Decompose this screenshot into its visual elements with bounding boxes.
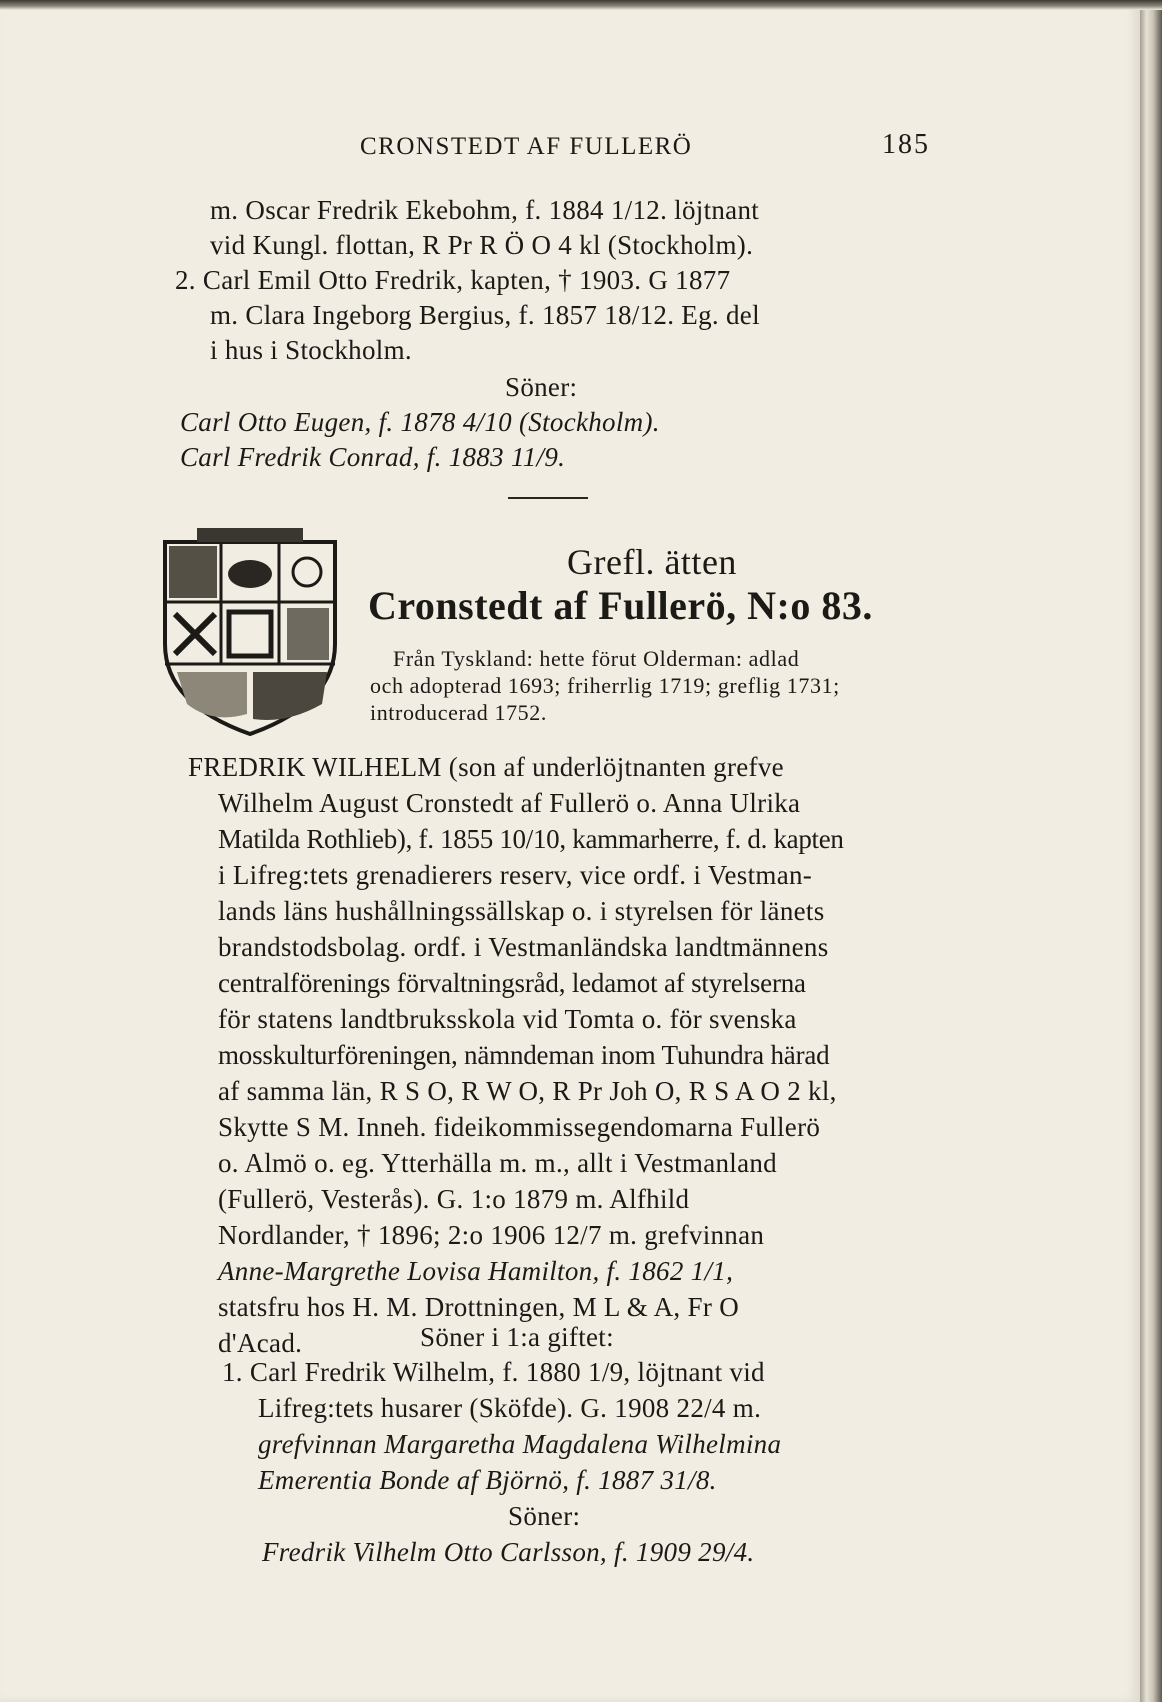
section-divider: [508, 497, 588, 499]
family-origin-line: introducerad 1752.: [370, 700, 547, 725]
running-title: CRONSTEDT AF FULLERÖ: [360, 133, 693, 160]
grandsons-heading: Söner:: [508, 1501, 581, 1531]
top-entry-line: i hus i Stockholm.: [210, 335, 412, 365]
main-entry-line: centralförenings förvaltningsråd, ledamot af styrelserna: [218, 968, 806, 998]
family-origin-line: Från Tyskland: hette förut Olderman: adlad: [393, 646, 800, 671]
main-entry-line: o. Almö o. eg. Ytterhälla m. m., allt i Vestmanland: [218, 1148, 777, 1178]
main-entry-line: mosskulturföreningen, nämndeman inom Tuhundra härad: [218, 1040, 830, 1070]
main-entry-line: statsfru hos H. M. Drottningen, M L & A, Fr O: [218, 1292, 739, 1322]
son-entry: Carl Fredrik Conrad, f. 1883 11/9.: [180, 442, 566, 472]
main-entry-line: af samma län, R S O, R W O, R Pr Joh O, R S A O 2 kl,: [218, 1076, 837, 1106]
coat-of-arms-icon: [157, 524, 343, 739]
son-entry: Carl Otto Eugen, f. 1878 4/10 (Stockholm).: [180, 407, 660, 437]
family-name: Cronstedt af Fullerö, N:o 83.: [368, 583, 873, 628]
family-kind: Grefl. ätten: [567, 542, 737, 582]
main-entry-line: brandstodsbolag. ordf. i Vestmanländska landtmännens: [218, 932, 829, 962]
main-entry-line: Nordlander, † 1896; 2:o 1906 12/7 m. grefvinnan: [218, 1220, 765, 1250]
main-entry-line: Wilhelm August Cronstedt af Fullerö o. Anna Ulrika: [218, 788, 801, 818]
sons-heading: Söner i 1:a giftet:: [420, 1322, 614, 1352]
top-entry-line: m. Oscar Fredrik Ekebohm, f. 1884 1/12. löjtnant: [210, 195, 760, 225]
main-entry-line: i Lifreg:tets grenadierers reserv, vice ordf. i Vestman-: [218, 860, 813, 890]
grandson-entry: Fredrik Vilhelm Otto Carlsson, f. 1909 29/4.: [262, 1537, 755, 1567]
family-origin-line: och adopterad 1693; friherrlig 1719; greflig 1731;: [370, 673, 840, 698]
son-entry-line: grefvinnan Margaretha Magdalena Wilhelmina: [258, 1429, 782, 1459]
main-entry-line: lands läns hushållningssällskap o. i styrelsen för länets: [218, 896, 825, 926]
son-entry-line: 1. Carl Fredrik Wilhelm, f. 1880 1/9, löjtnant vid: [222, 1357, 765, 1387]
main-entry-line: (Fullerö, Vesterås). G. 1:o 1879 m. Alfhild: [218, 1184, 690, 1214]
son-entry-line: Lifreg:tets husarer (Sköfde). G. 1908 22/4 m.: [258, 1393, 762, 1423]
main-entry-line: Skytte S M. Inneh. fideikommissegendomarna Fullerö: [218, 1112, 821, 1142]
top-entry-line: m. Clara Ingeborg Bergius, f. 1857 18/12. Eg. del: [210, 300, 760, 330]
main-entry-line: för statens landtbruksskola vid Tomta o. för svenska: [218, 1004, 797, 1034]
main-entry-line: Matilda Rothlieb), f. 1855 10/10, kammarherre, f. d. kapten: [218, 824, 844, 854]
page-number: 185: [882, 129, 930, 160]
main-entry-line: d'Acad.: [218, 1328, 303, 1358]
sons-heading: Söner:: [505, 372, 578, 402]
top-entry-line: 2. Carl Emil Otto Fredrik, kapten, † 1903. G 1877: [175, 265, 731, 295]
top-entry-line: vid Kungl. flottan, R Pr R Ö O 4 kl (Stockholm).: [210, 230, 754, 260]
page-edge: [0, 0, 1162, 10]
main-entry-line: Anne-Margrethe Lovisa Hamilton, f. 1862 1/1,: [218, 1256, 734, 1286]
son-entry-line: Emerentia Bonde af Björnö, f. 1887 31/8.: [258, 1465, 717, 1495]
page-edge: [1140, 0, 1162, 1702]
main-entry-line: FREDRIK WILHELM (son af underlöjtnanten grefve: [188, 752, 784, 782]
